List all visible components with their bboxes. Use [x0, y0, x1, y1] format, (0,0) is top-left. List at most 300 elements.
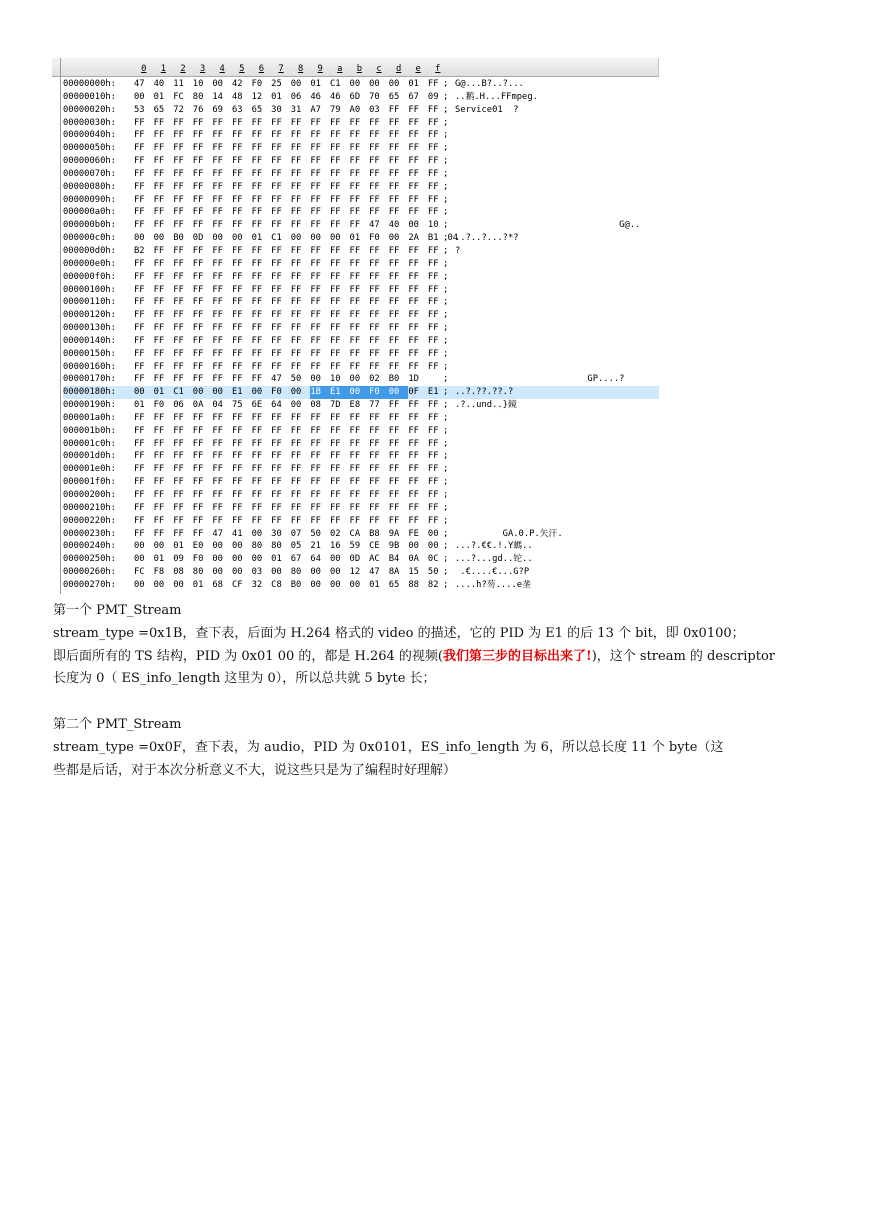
hex-byte[interactable]: FF [153, 130, 165, 141]
hex-byte[interactable]: FF [329, 361, 341, 372]
hex-byte[interactable]: FF [329, 130, 341, 141]
hex-byte[interactable]: FF [231, 502, 243, 513]
hex-byte[interactable]: FF [173, 297, 184, 308]
hex-byte[interactable]: FF [173, 477, 184, 488]
hex-byte[interactable]: FF [134, 258, 145, 269]
hex-byte[interactable]: FF [212, 374, 223, 385]
hex-byte[interactable]: FF [271, 156, 282, 167]
hex-byte[interactable]: FF [408, 477, 419, 488]
hex-byte[interactable]: FF [349, 258, 361, 269]
hex-byte[interactable]: FF [153, 310, 165, 321]
hex-byte[interactable]: FF [231, 412, 243, 423]
hex-byte[interactable]: FF [310, 477, 321, 488]
hex-row[interactable] [63, 502, 659, 515]
hex-byte[interactable]: FF [251, 374, 263, 385]
hex-byte[interactable]: FF [310, 310, 321, 321]
hex-byte[interactable]: FF [271, 245, 282, 256]
hex-byte[interactable]: FF [408, 502, 419, 513]
hex-byte[interactable]: FF [192, 374, 204, 385]
hex-byte[interactable]: 50 [310, 528, 321, 539]
hex-byte[interactable]: FF [173, 181, 184, 192]
hex-byte[interactable]: 00 [231, 567, 243, 578]
hex-byte[interactable]: FF [388, 515, 400, 526]
hex-byte[interactable]: FF [310, 323, 321, 334]
hex-byte[interactable]: FF [153, 451, 165, 462]
hex-byte[interactable]: FF [192, 412, 204, 423]
hex-byte[interactable]: FF [271, 220, 282, 231]
hex-byte[interactable]: FF [192, 181, 204, 192]
hex-byte[interactable]: FF [271, 477, 282, 488]
hex-byte[interactable]: FF [173, 528, 184, 539]
hex-byte[interactable]: FF [212, 117, 223, 128]
hex-byte[interactable]: FF [310, 220, 321, 231]
hex-byte[interactable]: FF [173, 374, 184, 385]
hex-byte[interactable]: FF [134, 348, 145, 359]
hex-byte[interactable]: FF [251, 156, 263, 167]
hex-byte[interactable]: 06 [290, 91, 302, 102]
hex-byte[interactable]: FF [192, 515, 204, 526]
hex-byte[interactable]: FF [310, 258, 321, 269]
hex-byte[interactable]: FF [153, 143, 165, 154]
hex-byte[interactable]: FF [310, 143, 321, 154]
hex-byte[interactable]: FF [173, 207, 184, 218]
hex-byte[interactable]: FF [173, 451, 184, 462]
hex-byte[interactable]: FF [349, 451, 361, 462]
hex-byte[interactable]: FF [192, 156, 204, 167]
hex-byte[interactable]: F0 [369, 386, 389, 399]
hex-byte[interactable]: FF [369, 117, 380, 128]
hex-byte[interactable]: FF [173, 502, 184, 513]
hex-byte[interactable]: FF [388, 490, 400, 500]
hex-byte[interactable]: FF [310, 464, 321, 475]
hex-byte[interactable]: 00 [134, 233, 145, 244]
hex-byte[interactable]: 2A [408, 233, 419, 244]
hex-byte[interactable]: FF [369, 181, 380, 192]
hex-byte[interactable]: F8 [153, 567, 165, 578]
hex-row[interactable] [63, 232, 659, 245]
hex-row[interactable] [63, 425, 659, 438]
hex-byte[interactable]: FF [427, 284, 439, 295]
hex-byte[interactable]: FF [427, 464, 439, 475]
hex-byte[interactable]: FF [290, 220, 302, 231]
hex-byte[interactable]: FF [212, 412, 223, 423]
hex-byte[interactable]: 00 [408, 541, 419, 552]
hex-byte[interactable]: FF [134, 117, 145, 128]
hex-byte[interactable]: FF [408, 361, 419, 372]
hex-byte[interactable]: FF [231, 515, 243, 526]
hex-byte[interactable]: FF [251, 271, 263, 282]
hex-byte[interactable]: 0A [408, 554, 419, 565]
hex-byte[interactable]: FF [408, 490, 419, 500]
hex-row[interactable] [63, 296, 659, 309]
hex-byte[interactable]: FF [290, 245, 302, 256]
hex-byte[interactable]: FF [173, 361, 184, 372]
hex-byte[interactable]: FF [271, 181, 282, 192]
hex-byte[interactable]: 00 [427, 528, 439, 539]
hex-byte[interactable]: FF [153, 477, 165, 488]
hex-byte[interactable]: FF [251, 438, 263, 449]
hex-byte[interactable]: FF [427, 502, 439, 513]
hex-byte[interactable]: FF [251, 284, 263, 295]
hex-byte[interactable]: FF [408, 156, 419, 167]
hex-byte[interactable]: FF [212, 515, 223, 526]
hex-byte[interactable]: FF [408, 297, 419, 308]
hex-byte[interactable]: 9B [388, 541, 400, 552]
hex-byte[interactable]: FF [369, 464, 380, 475]
hex-byte[interactable]: 00 [212, 79, 223, 89]
hex-row[interactable] [63, 194, 659, 207]
hex-row[interactable] [63, 219, 659, 232]
hex-byte[interactable]: FF [212, 207, 223, 218]
hex-byte[interactable]: FF [290, 143, 302, 154]
hex-byte[interactable]: FF [329, 156, 341, 167]
hex-byte[interactable]: FF [369, 438, 380, 449]
hex-byte[interactable]: FF [192, 130, 204, 141]
hex-byte[interactable]: FF [329, 207, 341, 218]
hex-byte[interactable]: FF [192, 245, 204, 256]
hex-byte[interactable]: 09 [427, 91, 439, 102]
hex-byte[interactable]: FF [290, 271, 302, 282]
hex-byte[interactable]: 70 [369, 91, 380, 102]
hex-byte[interactable]: FF [310, 515, 321, 526]
hex-byte[interactable]: FF [251, 490, 263, 500]
hex-byte[interactable]: FF [212, 220, 223, 231]
hex-byte[interactable]: C1 [329, 79, 341, 89]
hex-byte[interactable]: FF [349, 297, 361, 308]
hex-byte[interactable]: FF [310, 335, 321, 346]
hex-byte[interactable]: FF [173, 130, 184, 141]
hex-byte[interactable]: FF [153, 220, 165, 231]
hex-byte[interactable]: FF [271, 271, 282, 282]
hex-byte[interactable]: FF [153, 284, 165, 295]
hex-byte[interactable]: 00 [231, 554, 243, 565]
hex-byte[interactable]: FF [369, 502, 380, 513]
hex-byte[interactable]: 01 [408, 79, 419, 89]
hex-byte[interactable]: FF [212, 477, 223, 488]
hex-row[interactable] [63, 373, 659, 386]
hex-byte[interactable]: 00 [134, 91, 145, 102]
hex-byte[interactable]: FF [349, 168, 361, 179]
hex-byte[interactable]: E1 [427, 387, 439, 398]
hex-byte[interactable]: FF [134, 297, 145, 308]
hex-byte[interactable]: FF [427, 194, 439, 205]
hex-byte[interactable]: FF [231, 374, 243, 385]
hex-byte[interactable]: FF [388, 464, 400, 475]
hex-byte[interactable]: B4 [388, 554, 400, 565]
hex-byte[interactable]: 63 [231, 104, 243, 115]
hex-byte[interactable]: FF [251, 168, 263, 179]
hex-byte[interactable]: 01 [173, 541, 184, 552]
hex-byte[interactable]: FF [153, 361, 165, 372]
hex-byte[interactable]: FF [231, 220, 243, 231]
hex-byte[interactable]: FF [271, 425, 282, 436]
hex-byte[interactable]: FF [212, 438, 223, 449]
hex-byte[interactable]: 00 [290, 79, 302, 89]
hex-byte[interactable]: 00 [212, 387, 223, 398]
hex-byte[interactable]: E1 [330, 386, 350, 399]
hex-byte[interactable]: E8 [349, 400, 361, 411]
hex-byte[interactable]: FF [153, 425, 165, 436]
hex-byte[interactable]: 00 [134, 541, 145, 552]
hex-byte[interactable]: 46 [329, 91, 341, 102]
hex-byte[interactable]: 65 [153, 104, 165, 115]
hex-byte[interactable]: E1 [231, 387, 243, 398]
hex-byte[interactable]: FF [134, 335, 145, 346]
hex-byte[interactable]: FF [173, 220, 184, 231]
hex-byte[interactable]: FF [408, 117, 419, 128]
hex-byte[interactable]: FF [192, 207, 204, 218]
hex-byte[interactable]: FF [427, 477, 439, 488]
hex-byte[interactable]: 06 [173, 400, 184, 411]
hex-byte[interactable]: FF [408, 348, 419, 359]
hex-row[interactable] [63, 142, 659, 155]
hex-byte[interactable]: FF [310, 284, 321, 295]
hex-byte[interactable]: FF [427, 451, 439, 462]
hex-byte[interactable]: 00 [310, 374, 321, 385]
hex-byte[interactable]: F0 [192, 554, 204, 565]
hex-byte[interactable]: FF [251, 310, 263, 321]
hex-byte[interactable]: FF [388, 310, 400, 321]
hex-byte[interactable]: FF [231, 271, 243, 282]
hex-row[interactable] [63, 322, 659, 335]
hex-byte[interactable]: FF [369, 425, 380, 436]
hex-byte[interactable]: FF [173, 168, 184, 179]
hex-byte[interactable]: FF [173, 194, 184, 205]
hex-byte[interactable]: 69 [212, 104, 223, 115]
hex-byte[interactable]: 00 [388, 79, 400, 89]
hex-byte[interactable]: FF [212, 297, 223, 308]
hex-byte[interactable]: FF [290, 297, 302, 308]
hex-byte[interactable]: FF [290, 194, 302, 205]
hex-byte[interactable]: 00 [408, 220, 419, 231]
hex-byte[interactable]: FF [408, 323, 419, 334]
hex-byte[interactable]: 14 [212, 91, 223, 102]
hex-byte[interactable]: 01 [134, 400, 145, 411]
hex-byte[interactable]: FF [212, 490, 223, 500]
hex-byte[interactable]: 40 [388, 220, 400, 231]
hex-byte[interactable]: 47 [212, 528, 223, 539]
hex-byte[interactable]: FF [427, 156, 439, 167]
hex-byte[interactable]: FF [153, 181, 165, 192]
hex-byte[interactable]: FF [290, 117, 302, 128]
hex-byte[interactable]: 65 [251, 104, 263, 115]
hex-byte[interactable]: 00 [251, 554, 263, 565]
hex-byte[interactable]: FF [388, 194, 400, 205]
hex-byte[interactable]: FF [388, 156, 400, 167]
hex-byte[interactable]: 08 [173, 567, 184, 578]
hex-byte[interactable]: FF [310, 130, 321, 141]
hex-byte[interactable]: FF [153, 490, 165, 500]
hex-byte[interactable]: FE [408, 528, 419, 539]
hex-byte[interactable]: FF [173, 438, 184, 449]
hex-row[interactable] [63, 450, 659, 463]
hex-byte[interactable]: FF [310, 502, 321, 513]
hex-byte[interactable]: F0 [153, 400, 165, 411]
hex-byte[interactable]: FF [231, 464, 243, 475]
hex-byte[interactable]: 00 [350, 386, 370, 399]
hex-byte[interactable]: FF [408, 104, 419, 115]
hex-byte[interactable]: C8 [271, 579, 282, 590]
hex-byte[interactable]: FF [251, 130, 263, 141]
hex-byte[interactable]: FF [349, 477, 361, 488]
hex-byte[interactable]: FF [369, 284, 380, 295]
hex-byte[interactable]: FF [251, 515, 263, 526]
hex-byte[interactable]: FF [251, 348, 263, 359]
hex-byte[interactable]: FF [251, 451, 263, 462]
hex-byte[interactable]: FF [349, 335, 361, 346]
hex-byte[interactable]: FF [349, 361, 361, 372]
hex-byte[interactable]: FF [212, 284, 223, 295]
hex-byte[interactable]: 07 [290, 528, 302, 539]
hex-byte[interactable]: FF [251, 477, 263, 488]
hex-byte[interactable]: B1 [427, 233, 439, 244]
hex-byte[interactable]: 48 [231, 91, 243, 102]
hex-byte[interactable]: FF [329, 258, 341, 269]
hex-byte[interactable]: FF [290, 156, 302, 167]
hex-byte[interactable]: FF [212, 335, 223, 346]
hex-row[interactable] [63, 399, 659, 412]
hex-byte[interactable]: FF [369, 297, 380, 308]
hex-byte[interactable]: FF [427, 348, 439, 359]
hex-byte[interactable]: 64 [271, 400, 282, 411]
hex-row[interactable] [63, 284, 659, 297]
hex-byte[interactable]: FF [251, 258, 263, 269]
hex-byte[interactable]: 10 [427, 220, 439, 231]
hex-byte[interactable]: 00 [212, 233, 223, 244]
hex-byte[interactable]: FF [212, 464, 223, 475]
hex-byte[interactable]: 21 [310, 541, 321, 552]
hex-byte[interactable]: FF [329, 310, 341, 321]
hex-byte[interactable]: FF [329, 490, 341, 500]
hex-byte[interactable]: FF [427, 117, 439, 128]
hex-byte[interactable]: 75 [231, 400, 243, 411]
hex-byte[interactable]: FF [173, 348, 184, 359]
hex-byte[interactable]: FF [231, 143, 243, 154]
hex-byte[interactable]: FF [251, 207, 263, 218]
hex-byte[interactable]: FF [251, 181, 263, 192]
hex-byte[interactable]: FF [369, 348, 380, 359]
hex-byte[interactable]: FF [251, 245, 263, 256]
hex-byte[interactable]: FF [290, 335, 302, 346]
hex-byte[interactable]: FF [231, 117, 243, 128]
hex-byte[interactable]: B2 [134, 245, 145, 256]
hex-byte[interactable]: 00 [329, 554, 341, 565]
hex-byte[interactable]: FF [310, 425, 321, 436]
hex-byte[interactable]: FF [290, 181, 302, 192]
hex-byte[interactable]: FF [290, 490, 302, 500]
hex-byte[interactable]: FF [134, 156, 145, 167]
hex-byte[interactable]: FF [310, 207, 321, 218]
hex-byte[interactable]: FF [231, 168, 243, 179]
hex-byte[interactable]: FF [134, 207, 145, 218]
hex-byte[interactable]: FF [134, 451, 145, 462]
hex-byte[interactable]: FF [153, 271, 165, 282]
hex-byte[interactable]: 40 [153, 79, 165, 89]
hex-byte[interactable]: FF [427, 271, 439, 282]
hex-byte[interactable]: 01 [271, 554, 282, 565]
hex-byte[interactable]: FF [231, 297, 243, 308]
hex-byte[interactable]: FF [349, 284, 361, 295]
hex-byte[interactable]: FF [231, 348, 243, 359]
hex-byte[interactable]: FF [310, 181, 321, 192]
hex-byte[interactable]: 15 [408, 567, 419, 578]
hex-byte[interactable]: FF [290, 464, 302, 475]
hex-byte[interactable]: FF [329, 297, 341, 308]
hex-byte[interactable]: FF [212, 361, 223, 372]
hex-byte[interactable]: FF [251, 335, 263, 346]
hex-byte[interactable]: FF [310, 438, 321, 449]
hex-byte[interactable]: 00 [231, 233, 243, 244]
hex-byte[interactable]: FF [173, 258, 184, 269]
hex-byte[interactable]: 7D [329, 400, 341, 411]
hex-byte[interactable]: FF [290, 477, 302, 488]
hex-byte[interactable]: FF [153, 323, 165, 334]
hex-byte[interactable]: FF [310, 451, 321, 462]
hex-byte[interactable]: FF [427, 207, 439, 218]
hex-byte[interactable]: FF [231, 284, 243, 295]
hex-byte[interactable]: 80 [290, 567, 302, 578]
hex-byte[interactable]: 12 [349, 567, 361, 578]
hex-byte[interactable]: FF [427, 143, 439, 154]
hex-byte[interactable]: FF [134, 438, 145, 449]
hex-byte[interactable]: FF [427, 168, 439, 179]
hex-byte[interactable]: FF [173, 490, 184, 500]
hex-byte[interactable]: 00 [349, 579, 361, 590]
hex-byte[interactable]: FF [153, 348, 165, 359]
hex-byte[interactable]: FF [271, 130, 282, 141]
hex-byte[interactable]: 67 [408, 91, 419, 102]
hex-byte[interactable]: 00 [134, 579, 145, 590]
hex-byte[interactable]: FF [290, 451, 302, 462]
hex-byte[interactable]: FF [388, 297, 400, 308]
hex-byte[interactable]: FF [290, 502, 302, 513]
hex-byte[interactable]: 01 [369, 579, 380, 590]
hex-byte[interactable]: FF [134, 323, 145, 334]
hex-byte[interactable]: FF [290, 323, 302, 334]
hex-byte[interactable]: FF [329, 220, 341, 231]
hex-byte[interactable]: FF [251, 297, 263, 308]
hex-byte[interactable]: 25 [271, 79, 282, 89]
hex-byte[interactable]: 46 [310, 91, 321, 102]
hex-byte[interactable]: FF [427, 412, 439, 423]
hex-row[interactable] [63, 528, 659, 541]
hex-byte[interactable]: FF [290, 515, 302, 526]
hex-byte[interactable]: FF [271, 207, 282, 218]
hex-byte[interactable]: B8 [369, 528, 380, 539]
hex-byte[interactable]: FF [427, 258, 439, 269]
hex-byte[interactable]: FF [212, 143, 223, 154]
hex-byte[interactable]: FF [408, 400, 419, 411]
hex-byte[interactable]: FF [329, 323, 341, 334]
hex-byte[interactable]: FF [153, 335, 165, 346]
hex-byte[interactable]: FF [134, 220, 145, 231]
hex-byte[interactable]: FF [388, 425, 400, 436]
hex-byte[interactable]: FF [427, 310, 439, 321]
hex-byte[interactable]: FF [388, 143, 400, 154]
hex-byte[interactable]: 80 [192, 91, 204, 102]
hex-byte[interactable]: FC [173, 91, 184, 102]
hex-byte[interactable]: FF [310, 271, 321, 282]
hex-byte[interactable]: FF [271, 310, 282, 321]
hex-byte[interactable]: FF [173, 412, 184, 423]
hex-byte[interactable]: FF [349, 438, 361, 449]
hex-byte[interactable]: 03 [251, 567, 263, 578]
hex-byte[interactable]: FF [427, 438, 439, 449]
hex-byte[interactable]: FF [134, 528, 145, 539]
hex-byte[interactable]: 01 [153, 554, 165, 565]
hex-byte[interactable]: FF [369, 310, 380, 321]
hex-byte[interactable]: FF [310, 490, 321, 500]
